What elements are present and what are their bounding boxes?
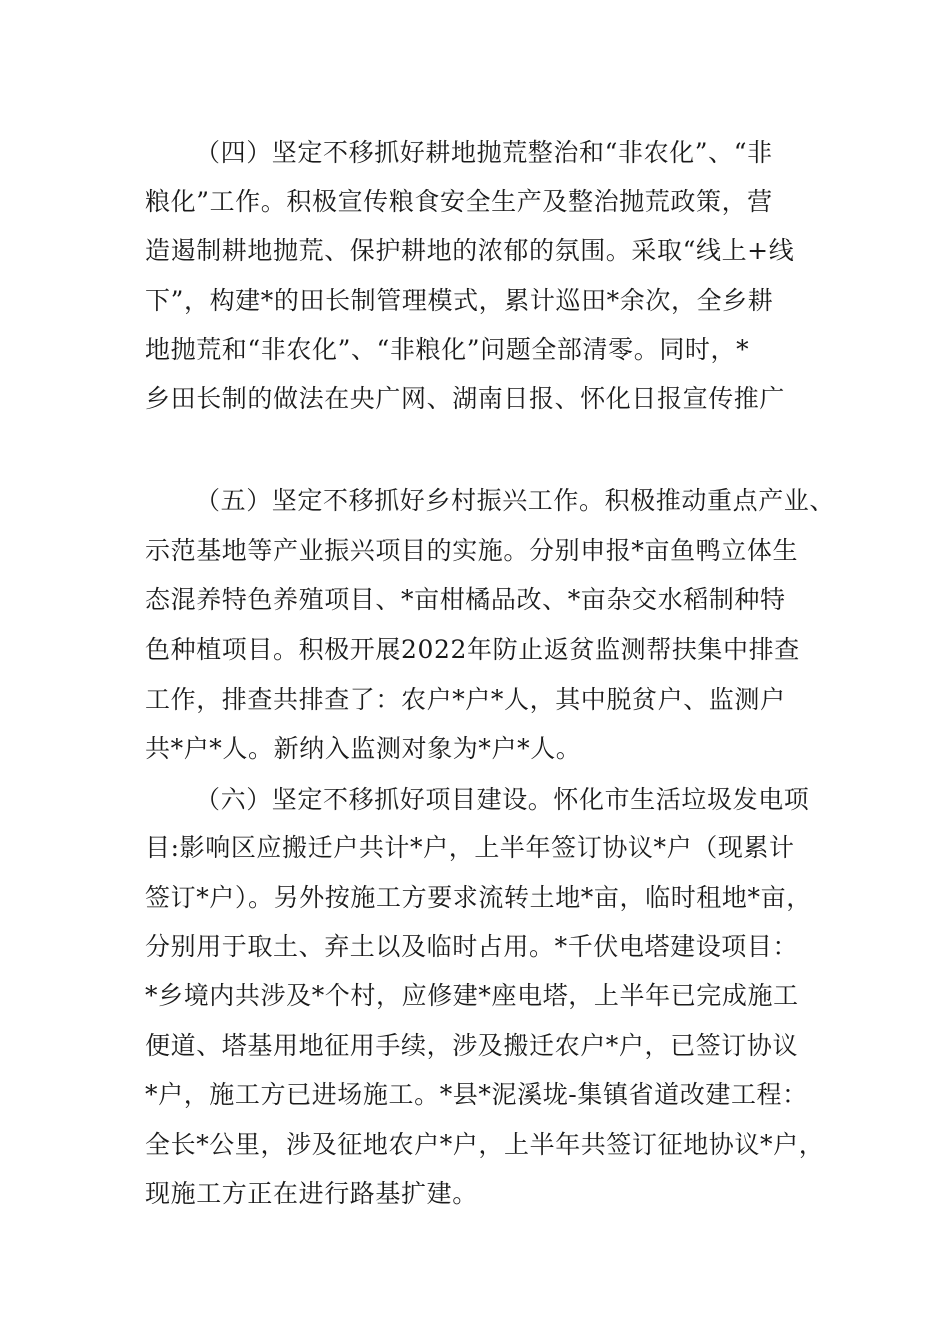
- paragraph-line: 共*户*人。新纳入监测对象为*户*人。: [145, 734, 582, 763]
- paragraph-line: 目:影响区应搬迁户共计*户，上半年签订协议*户（现累计: [145, 833, 795, 862]
- paragraph-line: （五）坚定不移抓好乡村振兴工作。积极推动重点产业、: [195, 486, 836, 515]
- paragraph-line: 便道、塔基用地征用手续，涉及搬迁农户*户，已签订协议: [145, 1031, 799, 1060]
- paragraph-line: 地抛荒和“非农化”、“非粮化”问题全部清零。同时，*: [145, 335, 750, 364]
- paragraph-line: 工作，排查共排查了：农户*户*人，其中脱贫户、监测户: [145, 685, 786, 714]
- paragraph-line: 态混养特色养殖项目、*亩柑橘品改、*亩杂交水稻制种特: [145, 585, 786, 614]
- paragraph-line: 现施工方正在进行路基扩建。: [145, 1179, 478, 1208]
- paragraph-line: 造遏制耕地抛荒、保护耕地的浓郁的氛围。采取“线上+线: [145, 236, 795, 265]
- paragraph-line: *户，施工方已进场施工。*县*泥溪垅-集镇省道改建工程：: [145, 1080, 808, 1109]
- paragraph-line: 全长*公里，涉及征地农户*户，上半年共签订征地协议*户，: [145, 1130, 825, 1159]
- paragraph-line: 分别用于取土、弃土以及临时占用。*千伏电塔建设项目：: [145, 932, 799, 961]
- paragraph-line: 下”，构建*的田长制管理模式，累计巡田*余次，全乡耕: [145, 286, 774, 315]
- paragraph-line: （四）坚定不移抓好耕地抛荒整治和“非农化”、“非: [195, 138, 773, 167]
- paragraph-line: 色种植项目。积极开展2022年防止返贫监测帮扶集中排查: [145, 635, 800, 664]
- paragraph-line: 乡田长制的做法在央广网、湖南日报、怀化日报宣传推广: [145, 384, 786, 413]
- paragraph-line: 签订*户）。另外按施工方要求流转土地*亩，临时租地*亩，: [145, 883, 812, 912]
- paragraph-line: （六）坚定不移抓好项目建设。怀化市生活垃圾发电项: [195, 785, 810, 814]
- paragraph-line: 示范基地等产业振兴项目的实施。分别申报*亩鱼鸭立体生: [145, 536, 799, 565]
- paragraph-line: *乡境内共涉及*个村，应修建*座电塔，上半年已完成施工: [145, 981, 799, 1010]
- paragraph-line: 粮化”工作。积极宣传粮食安全生产及整治抛荒政策，营: [145, 187, 773, 216]
